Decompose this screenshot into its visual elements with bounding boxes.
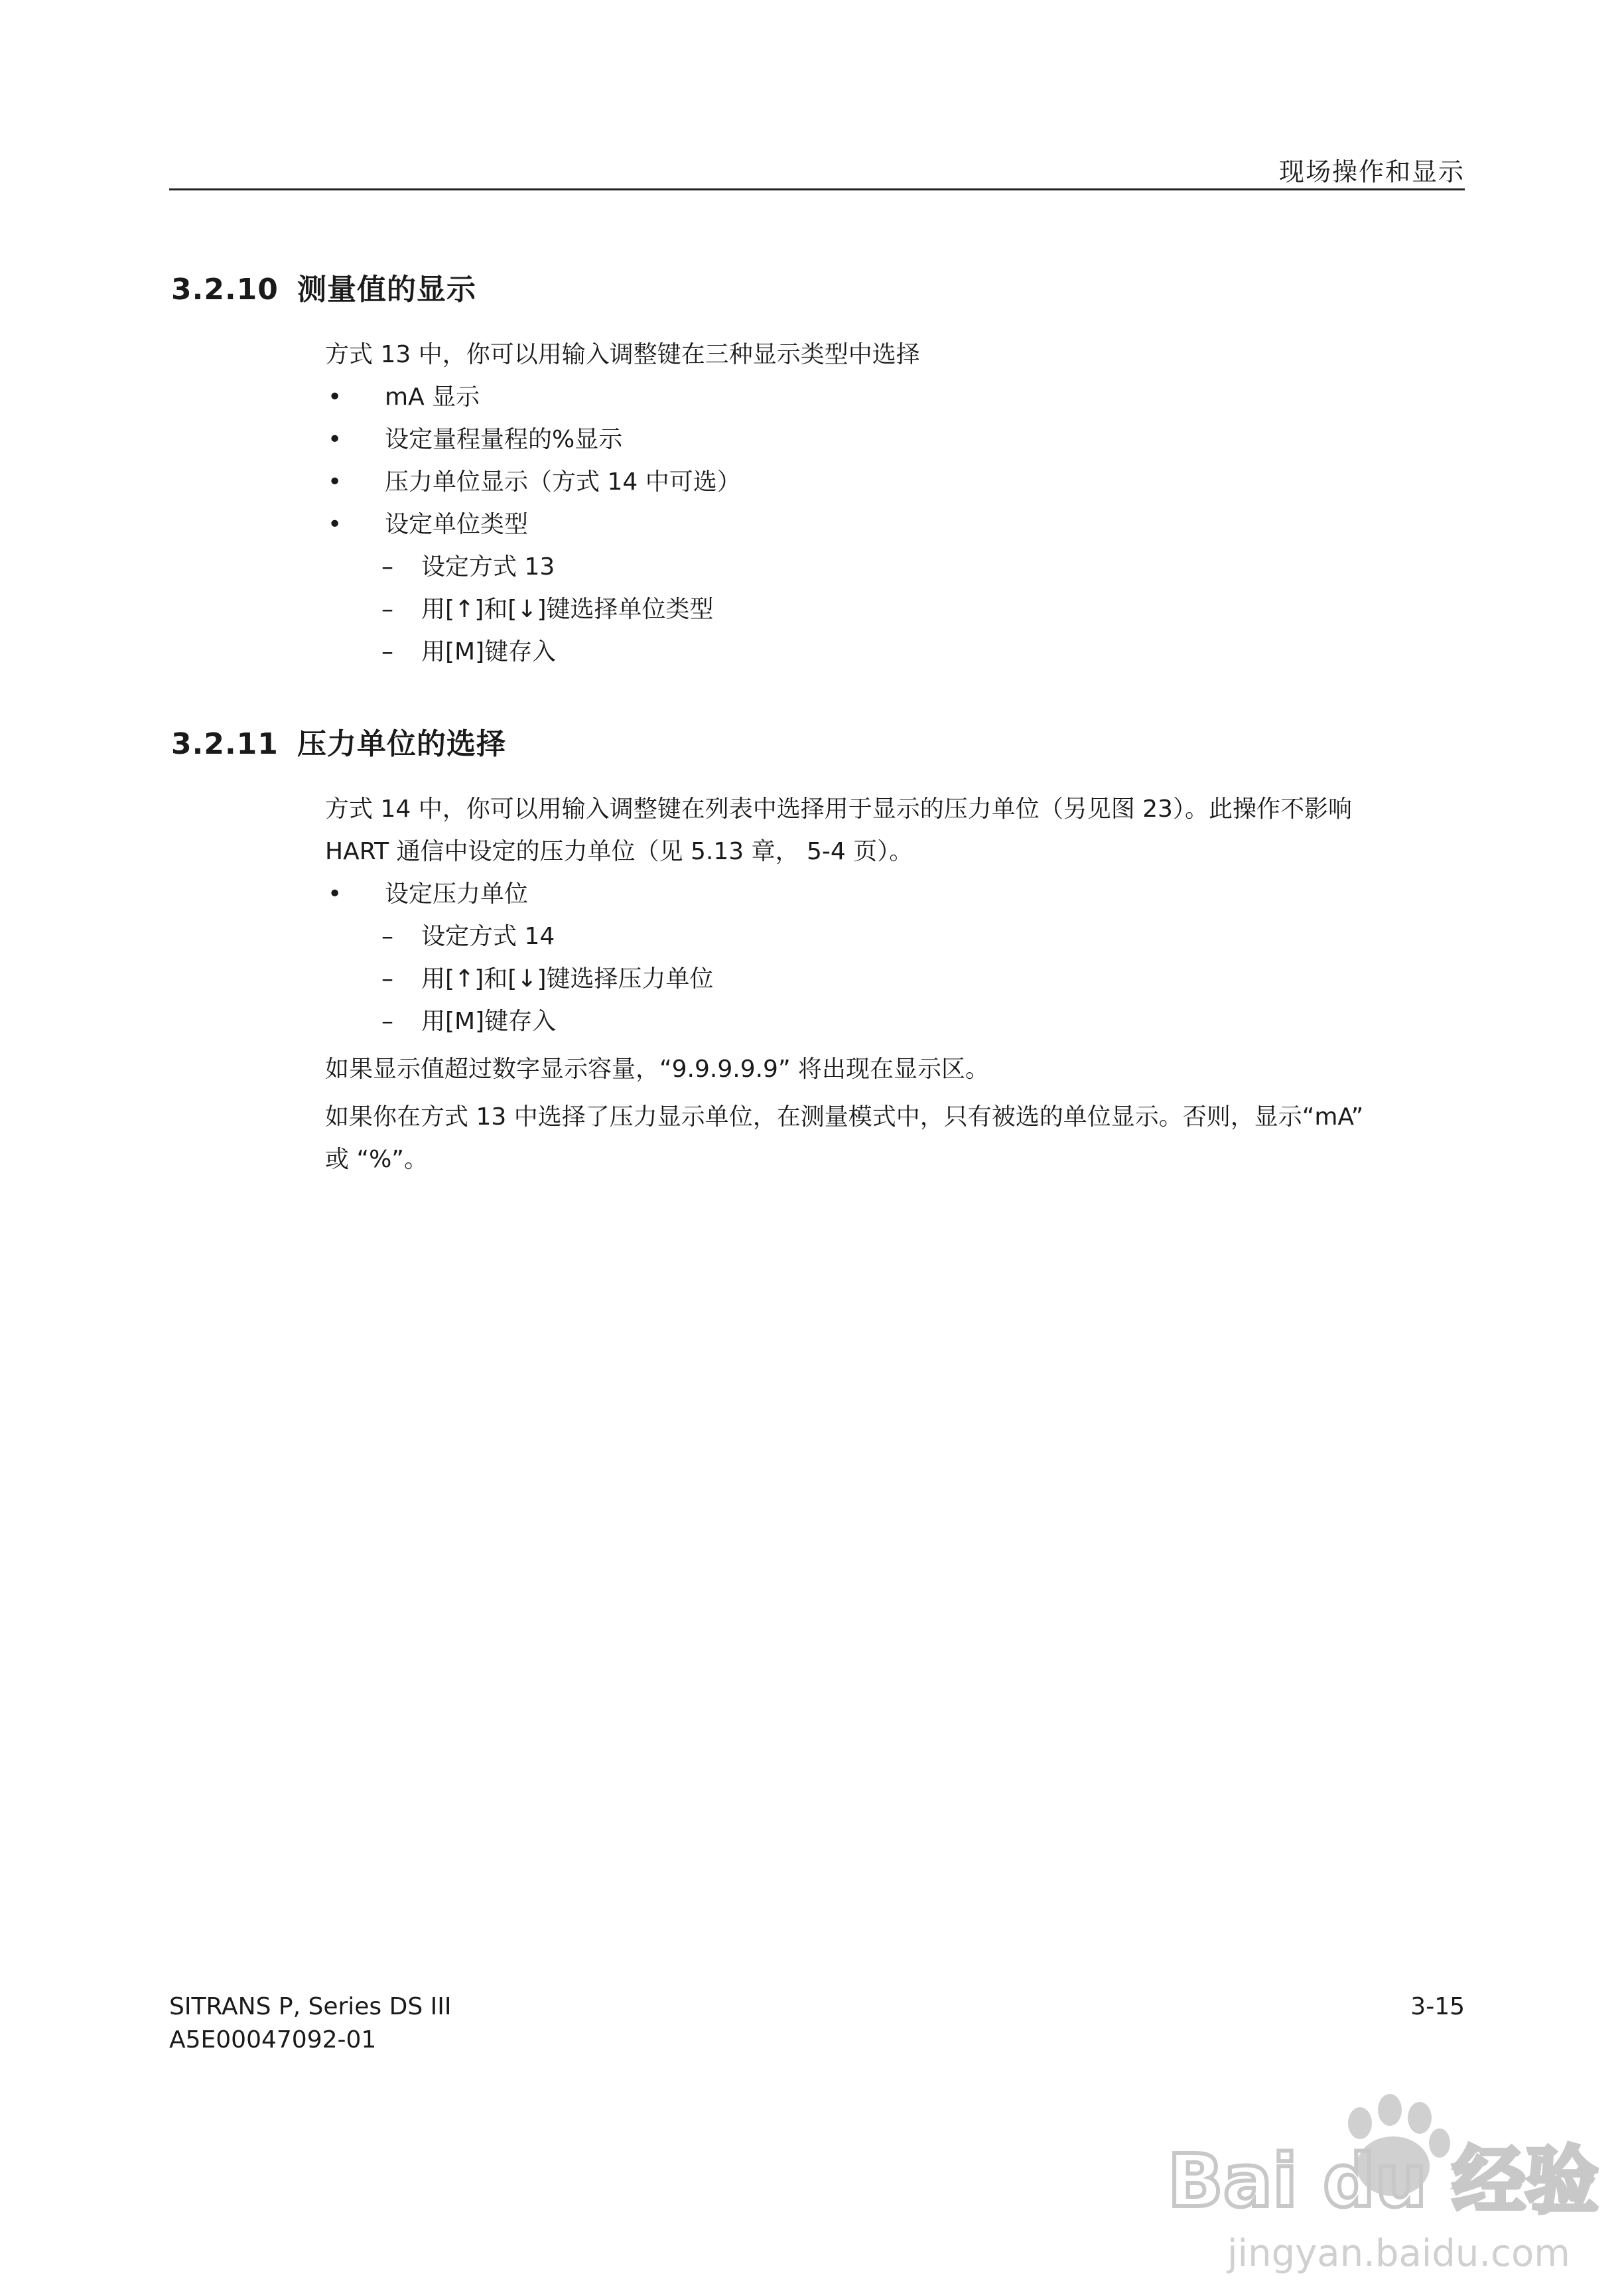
- baidu-watermark: [1161, 2077, 1599, 2276]
- note-paragraph: 如果显示值超过数字显示容量，“9.9.9.9.9” 将出现在显示区。: [325, 1056, 990, 1083]
- page-number: 3-15: [1410, 1993, 1465, 2020]
- intro-paragraph-line: 方式 14 中，你可以用输入调整键在列表中选择用于显示的压力单位（另见图 23）。此操作不影响: [325, 796, 1352, 823]
- list-item: • 设定压力单位: [325, 873, 1473, 916]
- intro-paragraph-line: HART 通信中设定的压力单位（见 5.13 章， 5-4 页）。: [325, 838, 914, 865]
- product-name: SITRANS P, Series DS III: [169, 1993, 452, 2020]
- step-item: – 用[M]键存入: [325, 1001, 1473, 1043]
- list-item: • 压力单位显示（方式 14 中可选）: [325, 461, 1473, 504]
- section-number: 3.2.10: [171, 273, 279, 307]
- document-number: A5E00047092-01: [169, 2026, 377, 2053]
- step-item: – 设定方式 13: [325, 546, 1473, 589]
- step-item: – 用[M]键存入: [325, 631, 1473, 673]
- list-item: • 设定量程量程的%显示: [325, 419, 1473, 461]
- list-item: • 设定单位类型: [325, 504, 1473, 546]
- list-item: • mA 显示: [325, 376, 1473, 419]
- section-body-3-2-11: [325, 788, 1473, 1181]
- watermark-logo-text: Bai du 经验: [1168, 2138, 1599, 2223]
- note-paragraph-line: 如果你在方式 13 中选择了压力显示单位，在测量模式中，只有被选的单位显示。否则，显示“mA”: [325, 1103, 1364, 1131]
- watermark-url: jingyan.baidu.com: [1227, 2232, 1570, 2275]
- header-divider: [169, 188, 1465, 190]
- section-heading-3-2-11: [171, 720, 506, 762]
- note-paragraph-line: 或 “%”。: [325, 1146, 428, 1173]
- section-title: 压力单位的选择: [297, 727, 506, 761]
- step-item: – 设定方式 14: [325, 916, 1473, 958]
- page-footer-left: [169, 1990, 451, 2057]
- section-title: 测量值的显示: [297, 273, 476, 307]
- intro-paragraph: 方式 13 中，你可以用输入调整键在三种显示类型中选择: [325, 341, 920, 368]
- section-heading-3-2-10: [171, 265, 476, 308]
- section-body-3-2-10: [325, 334, 1473, 673]
- step-item: – 用[↑]和[↓]键选择压力单位: [325, 958, 1473, 1001]
- step-item: – 用[↑]和[↓]键选择单位类型: [325, 589, 1473, 631]
- header-title: 现场操作和显示: [1278, 157, 1465, 186]
- section-number: 3.2.11: [171, 727, 279, 761]
